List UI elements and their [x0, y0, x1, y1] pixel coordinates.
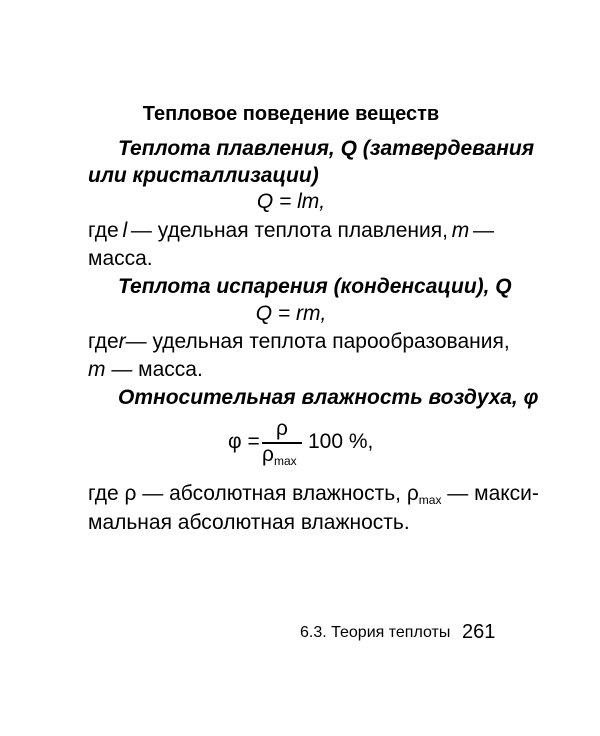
evaporation-description-line1	[88, 329, 510, 355]
evaporation-heading: Теплота испарения (конденсации), Q	[118, 275, 512, 298]
formula-denominator	[262, 442, 297, 474]
melting-heading-line2: или кристаллизации)	[88, 164, 319, 187]
evaporation-desc-prefix: где	[88, 330, 119, 353]
melting-description-line2: масса.	[88, 247, 153, 270]
section-title: Тепловое поведение веществ	[142, 103, 440, 125]
formula-denominator-sub: max	[273, 454, 297, 468]
humidity-formula	[228, 418, 388, 468]
melting-desc-dash: —	[472, 219, 494, 242]
humidity-desc-suffix: — макси-	[447, 482, 539, 505]
humidity-description-line1	[88, 481, 539, 513]
evaporation-formula: Q = rm,	[255, 302, 327, 325]
humidity-description-line2: мальная абсолютная влажность.	[88, 511, 410, 534]
formula-denominator-rho: ρ	[262, 443, 274, 466]
formula-numerator: ρ	[276, 417, 288, 440]
melting-description-line1	[88, 218, 494, 244]
melting-desc-l: l	[122, 219, 128, 242]
footer-chapter: 6.3. Теория теплоты	[300, 624, 451, 641]
formula-tail: 100 %,	[308, 430, 374, 453]
evaporation-description-line2	[88, 357, 203, 383]
evaporation-desc-line2: — масса.	[111, 358, 203, 381]
evaporation-desc-m: m	[88, 358, 106, 381]
evaporation-desc-rest: — удельная теплота парообразования,	[125, 330, 510, 353]
melting-heading-line1: Теплота плавления, Q (затвердевания	[118, 137, 535, 160]
melting-desc-prefix: где	[88, 219, 119, 242]
humidity-heading: Относительная влажность воздуха, φ	[118, 386, 539, 409]
melting-desc-m: m	[451, 219, 470, 242]
formula-phi: φ =	[228, 430, 260, 453]
page-number: 261	[462, 621, 496, 643]
melting-desc-mid: — удельная теплота плавления,	[130, 219, 448, 242]
humidity-desc-prefix: где ρ — абсолютная влажность, ρ	[88, 482, 419, 505]
evaporation-desc-r: r	[118, 330, 126, 353]
melting-formula: Q = lm,	[256, 190, 326, 213]
humidity-desc-sub: max	[418, 493, 442, 507]
